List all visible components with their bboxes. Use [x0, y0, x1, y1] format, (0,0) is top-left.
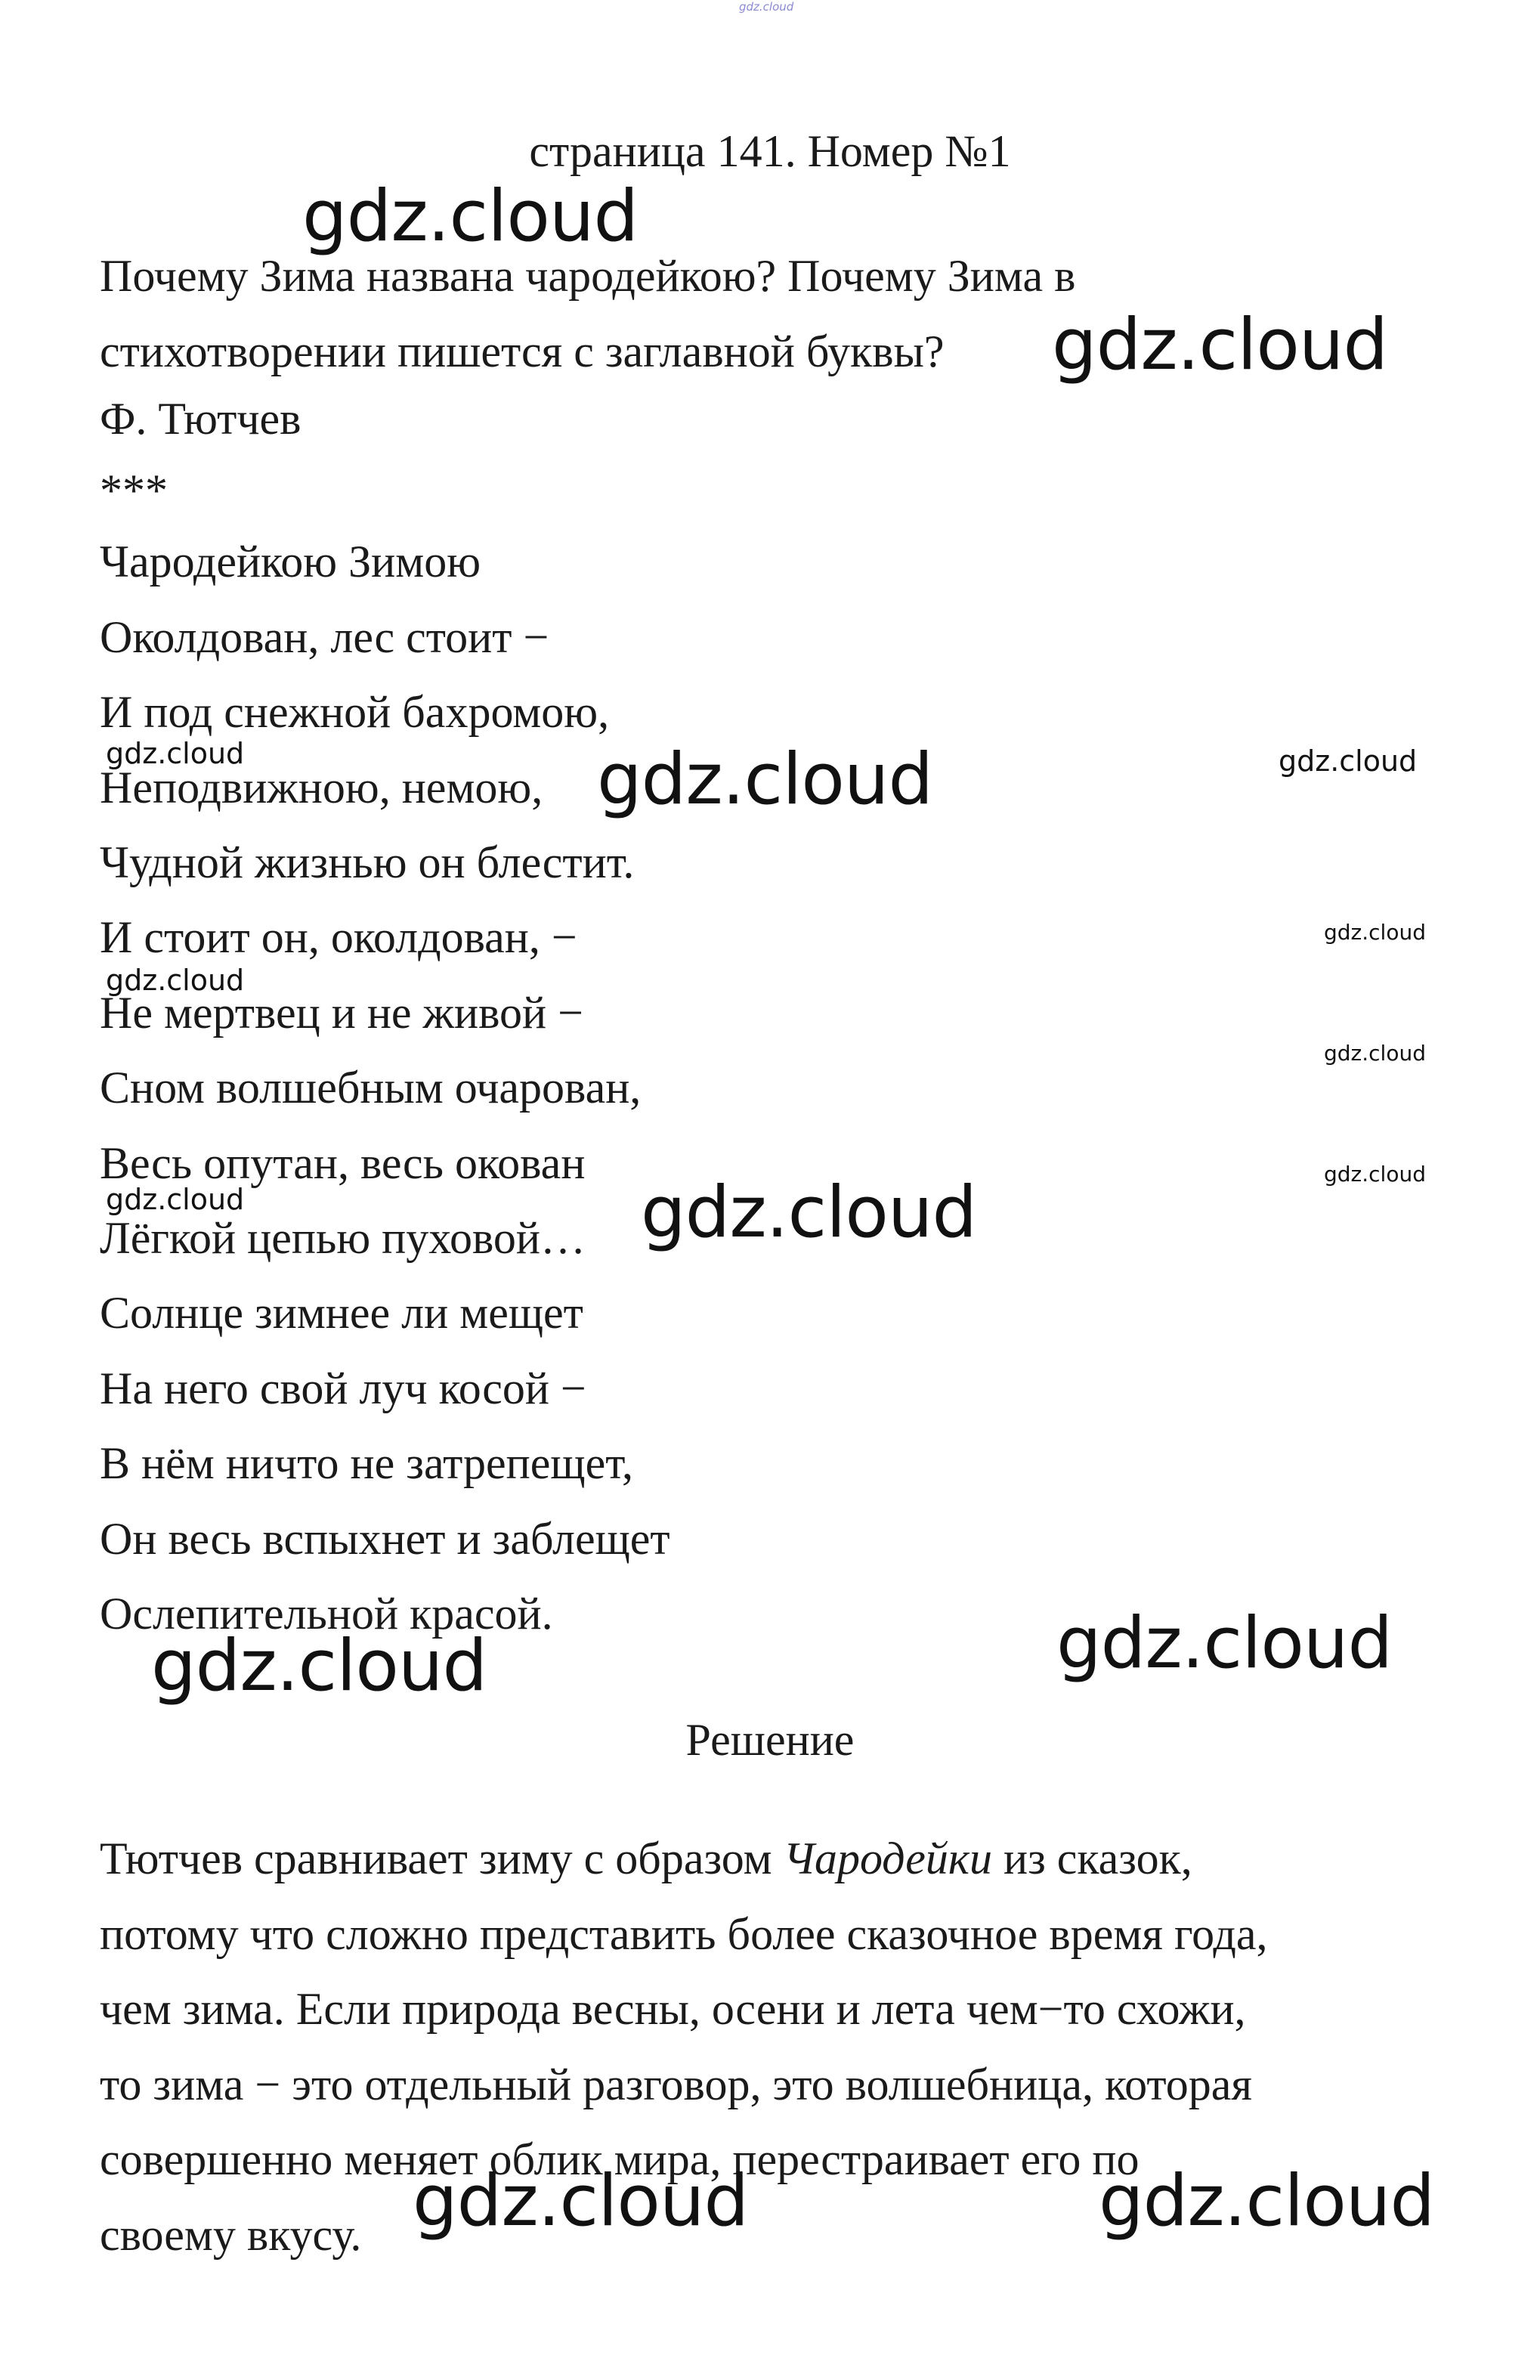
question-line: стихотворении пишется с заглавной буквы? — [100, 327, 945, 376]
watermark: gdz.cloud — [1056, 1602, 1393, 1685]
watermark: gdz.cloud — [1324, 1041, 1426, 1066]
poem-line: Он весь вспыхнет и заблещет — [100, 1513, 670, 1564]
top-watermark: gdz.cloud — [739, 0, 794, 14]
watermark: gdz.cloud — [106, 964, 245, 997]
watermark: gdz.cloud — [151, 1625, 487, 1707]
solution-line: чем зима. Если природа весны, осени и лета чем−то схожи, — [100, 1984, 1246, 2035]
poem-line: И стоит он, околдован, − — [100, 912, 577, 963]
question-line: Почему Зима названа чародейкою? Почему Зима в — [100, 251, 1076, 301]
poem-line: Солнце зимнее ли мещет — [100, 1288, 583, 1339]
solution-line: совершенно меняет облик мира, перестраивает его по — [100, 2134, 1140, 2185]
poem-line: Околдован, лес стоит − — [100, 611, 549, 662]
poem-line: Ослепительной красой. — [100, 1589, 553, 1639]
solution-line: своему вкусу. — [100, 2209, 362, 2260]
poem-line: Сном волшебным очарован, — [100, 1063, 642, 1113]
watermark: gdz.cloud — [1324, 1162, 1426, 1187]
watermark: gdz.cloud — [1052, 304, 1388, 386]
poem-line: На него свой луч косой − — [100, 1363, 586, 1413]
poem-author: Ф. Тютчев — [100, 394, 302, 444]
solution-line — [100, 1821, 1460, 1897]
solution-italic-term: Чародейки — [783, 1834, 992, 1883]
poem — [100, 382, 1233, 1652]
poem-line: Чудной жизнью он блестит. — [100, 837, 635, 888]
solution-line: то зима − это отдельный разговор, это волшебница, которая — [100, 2059, 1252, 2109]
poem-stars: *** — [100, 466, 168, 516]
solution-heading: Решение — [685, 1715, 855, 1765]
poem-line: Не мертвец и не живой − — [100, 987, 583, 1038]
watermark: gdz.cloud — [1324, 920, 1426, 945]
watermark: gdz.cloud — [413, 2160, 749, 2242]
poem-line: Чародейкою Зимою — [100, 537, 481, 587]
watermark: gdz.cloud — [597, 738, 933, 821]
solution-text-run: из сказок, — [991, 1834, 1192, 1883]
page-title: страница 141. Номер №1 — [529, 126, 1011, 176]
watermark: gdz.cloud — [1099, 2160, 1435, 2242]
poem-line: В нём ничто не затрепещет, — [100, 1438, 633, 1489]
watermark: gdz.cloud — [106, 1183, 245, 1216]
watermark: gdz.cloud — [302, 175, 639, 258]
poem-line: Неподвижною, немою, — [100, 762, 543, 812]
watermark: gdz.cloud — [106, 737, 245, 770]
solution-text-run: Тютчев сравнивает зиму с образом — [100, 1834, 784, 1883]
solution-line: потому что сложно представить более сказочное время года, — [100, 1908, 1268, 1959]
poem-line: Весь опутан, весь окован — [100, 1137, 586, 1188]
poem-line: Лёгкой цепью пуховой… — [100, 1213, 586, 1264]
watermark: gdz.cloud — [641, 1171, 977, 1254]
poem-line: И под снежной бахромою, — [100, 687, 610, 738]
watermark: gdz.cloud — [1279, 744, 1418, 778]
